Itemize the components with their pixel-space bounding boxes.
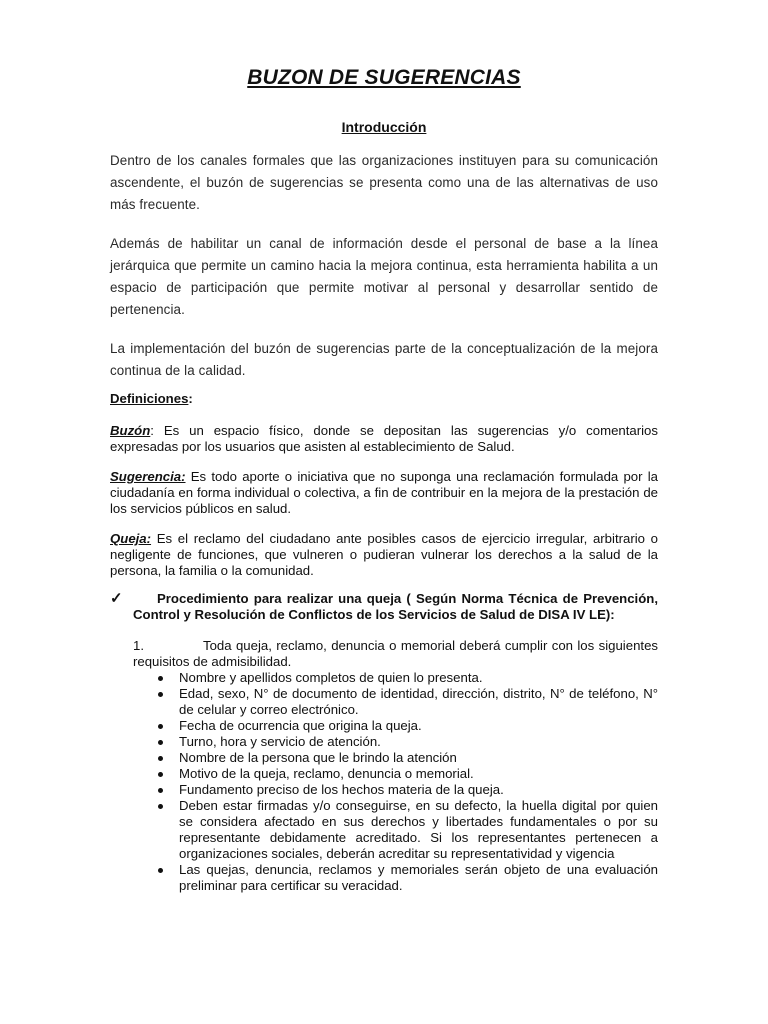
definition-sugerencia [110, 469, 658, 517]
definition-term: Buzón [110, 423, 151, 438]
definition-buzon [110, 423, 658, 455]
definitions-heading-colon: : [188, 391, 193, 406]
item-number: 1. [133, 638, 144, 653]
list-item: Edad, sexo, N° de documento de identidad, dirección, distrito, N° de teléfono, N° de celular y correo electrónico. [155, 686, 658, 718]
numbered-item [133, 638, 658, 670]
list-item: Nombre y apellidos completos de quien lo presenta. [155, 670, 658, 686]
definition-queja [110, 531, 658, 579]
definition-separator: : [150, 423, 154, 438]
list-item: Fecha de ocurrencia que origina la queja. [155, 718, 658, 734]
intro-heading: Introducción [341, 119, 427, 135]
definition-text: Es el reclamo del ciudadano ante posibles casos de ejercicio irregular, arbitrario o negligente de funciones, que vulneren o pudieran vulnerar los derechos a la salud de la persona, la familia o la comunidad. [110, 531, 658, 578]
list-item: Fundamento preciso de los hechos materia de la queja. [155, 782, 658, 798]
intro-paragraph-3: La implementación del buzón de sugerencias parte de la conceptualización de la mejora continua de la calidad. [110, 341, 658, 378]
intro-paragraph-1: Dentro de los canales formales que las organizaciones instituyen para su comunicación ascendente, el buzón de sugerencias se presenta como una de las alternativas de uso más frecuente. [110, 153, 658, 212]
checkmark-icon: ✓ [110, 590, 123, 607]
list-item: Las quejas, denuncia, reclamos y memoriales serán objeto de una evaluación preliminar para certificar su veracidad. [155, 862, 658, 894]
list-item: Deben estar firmadas y/o conseguirse, en su defecto, la huella digital por quien se considera afectado en sus derechos y libertades fundamentales o por su representante debidamente acreditado. Si los representantes pertenecen a organizaciones sociales, deberán acreditar su representatividad y vigencia [155, 798, 658, 862]
definitions-heading [110, 391, 658, 407]
list-item: Nombre de la persona que le brindo la atención [155, 750, 658, 766]
intro-paragraph-2: Además de habilitar un canal de información desde el personal de base a la línea jerárquica que permite un camino hacia la mejora continua, esta herramienta habilita a un espacio de participación que permite motivar al personal y desarrollar sentido de pertenencia. [110, 236, 658, 317]
list-item: Motivo de la queja, reclamo, denuncia o memorial. [155, 766, 658, 782]
definition-term: Queja: [110, 531, 152, 546]
item-text: Toda queja, reclamo, denuncia o memorial deberá cumplir con los siguientes requisitos de admisibilidad. [133, 638, 658, 669]
procedure-item [110, 591, 658, 623]
definition-term: Sugerencia: [110, 469, 186, 484]
document-title: BUZON DE SUGERENCIAS [247, 66, 521, 89]
definition-text: Es todo aporte o iniciativa que no suponga una reclamación formulada por la ciudadanía en forma individual o colectiva, a fin de contribuir en la mejora de la prestación de los servicios públicos en salud. [110, 469, 658, 516]
definition-text: Es un espacio físico, donde se depositan las sugerencias y/o comentarios expresadas por los usuarios que asisten al establecimiento de Salud. [110, 423, 658, 454]
procedure-heading: Procedimiento para realizar una queja ( Según Norma Técnica de Prevención, Control y Resolución de Conflictos de los Servicios de Salud de DISA IV LE): [133, 591, 658, 622]
definitions-heading-label: Definiciones [110, 391, 189, 406]
requirements-list [155, 670, 658, 894]
list-item: Turno, hora y servicio de atención. [155, 734, 658, 750]
